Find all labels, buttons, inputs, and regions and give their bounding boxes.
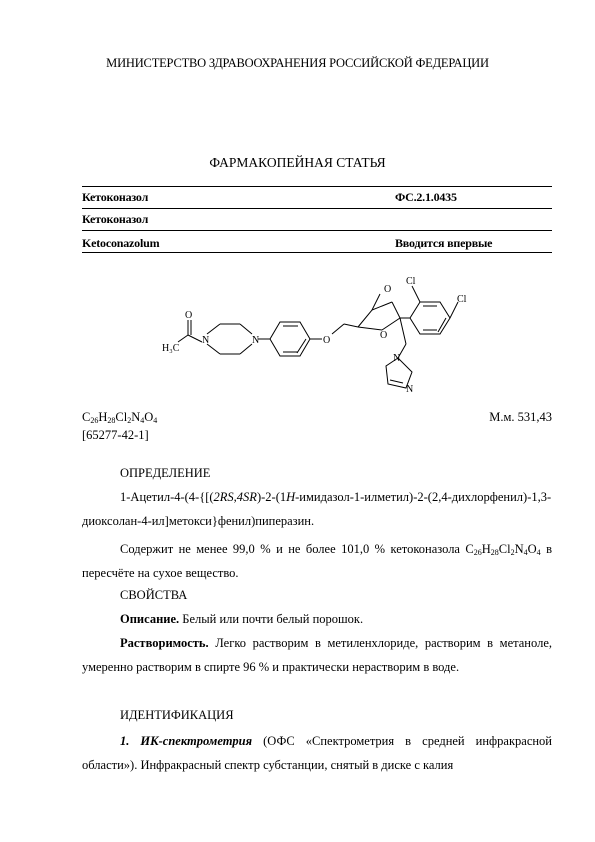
structural-formula [160,262,520,402]
piperazine-nitrogen-label: N [202,335,210,346]
article-title: ФАРМАКОПЕЙНАЯ СТАТЬЯ [209,155,386,170]
piperazine-nitrogen-label: N [252,335,260,346]
dioxolane-oxygen-label: O [380,330,388,341]
carbonyl-oxygen-label: O [185,310,193,321]
name-latin: Ketoconazolum [82,236,160,250]
properties-description: Описание. Белый или почти белый порошок. [120,612,364,626]
cas-number: [65277-42-1] [82,428,149,442]
chlorine-label: Cl [457,294,467,305]
name-ru-secondary: Кетоконазол [82,212,149,226]
properties-solubility: Растворимость. Легко растворим в метиленхлориде, растворим в метаноле, умеренно растворим в спирте 96 % и практически нерастворим в воде. [82,636,552,674]
article-code: ФС.2.1.0435 [395,190,457,204]
imidazole-nitrogen-label: N [393,353,401,364]
molecular-formula: $C_{26}H_{28}Cl_2N_4O_4$ [82,410,158,425]
ministry-header: МИНИСТЕРСТВО ЗДРАВООХРАНЕНИЯ РОССИЙСКОЙ ФЕДЕРАЦИИ [106,56,489,70]
definition-chemical-name: 1-Ацетил-4-(4-{[(2RS,4SR)-2-(1H-имидазол-1-илметил)-2-(2,4-дихлорфенил)-1,3-диоксолан-4-ил]метокси}фенил)пиперазин. [82,490,552,528]
identification-ir: 1. ИК-спектрометрия (ОФС «Спектрометрия в средней инфракрасной области»). Инфракрасный спектр субстанции, снятый в диске с калия [82,734,553,772]
methyl-label: H₃C [162,343,180,354]
status-note: Вводится впервые [395,236,493,250]
section-identification-heading: ИДЕНТИФИКАЦИЯ [120,708,234,722]
molecular-mass: М.м. 531,43 [489,410,552,424]
divider [82,208,552,209]
divider [82,186,552,187]
chlorine-label: Cl [406,276,416,287]
definition-content: Содержит не менее 99,0 % и не более 101,0 % кетоконазола $C_{26}H_{28}Cl_2N_4O_4$ в пересчёте на сухое вещество. [82,542,552,580]
divider [82,252,552,253]
imidazole-nitrogen-label: N [406,384,414,395]
name-ru-primary: Кетоконазол [82,190,149,204]
section-properties-heading: СВОЙСТВА [120,588,188,602]
ether-oxygen-label: O [323,335,331,346]
section-definition-heading: ОПРЕДЕЛЕНИЕ [120,466,211,480]
divider [82,230,552,231]
dioxolane-oxygen-label: O [384,284,392,295]
